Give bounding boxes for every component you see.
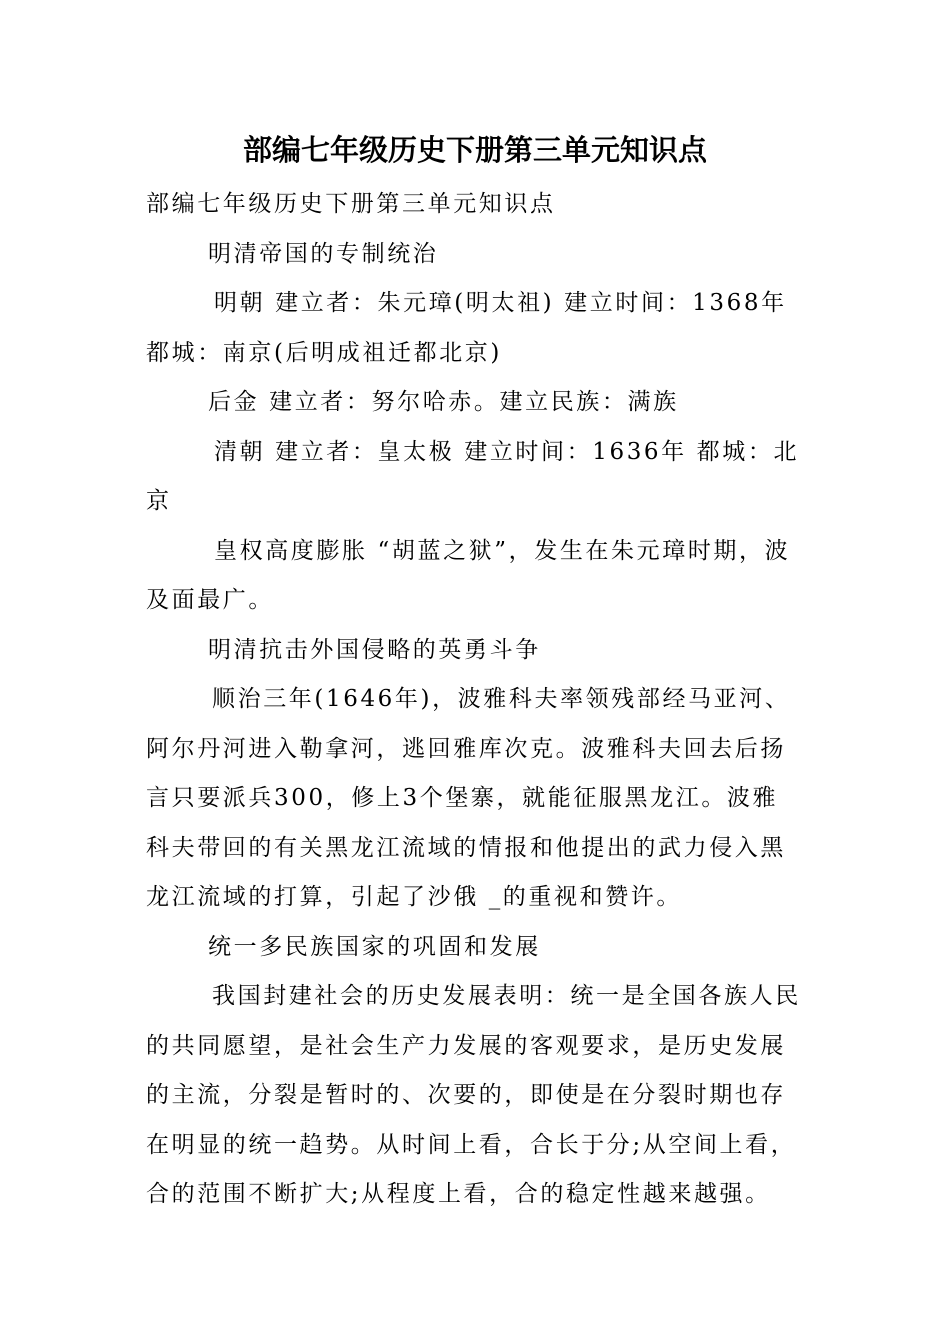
subtitle-paragraph: 部编七年级历史下册第三单元知识点 (146, 191, 556, 217)
document-body (146, 180, 806, 1220)
document-title: 部编七年级历史下册第三单元知识点 (242, 133, 707, 167)
paragraph-imperial-power: 皇权高度膨胀 “胡蓝之狱”，发生在朱元璋时期，波及面最广。 (146, 537, 791, 613)
paragraph-ming-dynasty: 明朝 建立者：朱元璋(明太祖) 建立时间：1368年 都城：南京(后明成祖迁都北京) (146, 290, 787, 366)
section-heading-resistance: 明清抗击外国侵略的英勇斗争 (208, 636, 541, 663)
paragraph-later-jin: 后金 建立者：努尔哈赤。建立民族：满族 (208, 389, 679, 415)
paragraph-qing-dynasty: 清朝 建立者：皇太极 建立时间：1636年 都城：北京 (146, 438, 800, 514)
paragraph-shunzhi: 顺治三年(1646年)，波雅科夫率领残部经马亚河、阿尔丹河进入勒拿河，逃回雅库次克。波雅科夫回去后扬言只要派兵300，修上3个堡寨，就能征服黑龙江。波雅 科夫带回的有关黑龙江流域的情报和他提出的武力侵入黑龙江流域的打算，引起了沙俄 _的重视和赞许。 (146, 686, 791, 910)
paragraph-history-development: 我国封建社会的历史发展表明：统一是全国各族人民的共同愿望，是社会生产力发展的客观要求，是历史发展的主流，分裂是暂时的、次要的，即使是在分裂时期也存在明显的统一趋势。从时间上看，合长于分;从空间上看，合的范围不断扩大;从程度上看，合的稳定性越来越强。 (146, 983, 801, 1207)
section-heading-ming-qing-rule: 明清帝国的专制统治 (208, 240, 439, 267)
section-heading-unification: 统一多民族国家的巩固和发展 (208, 933, 541, 960)
